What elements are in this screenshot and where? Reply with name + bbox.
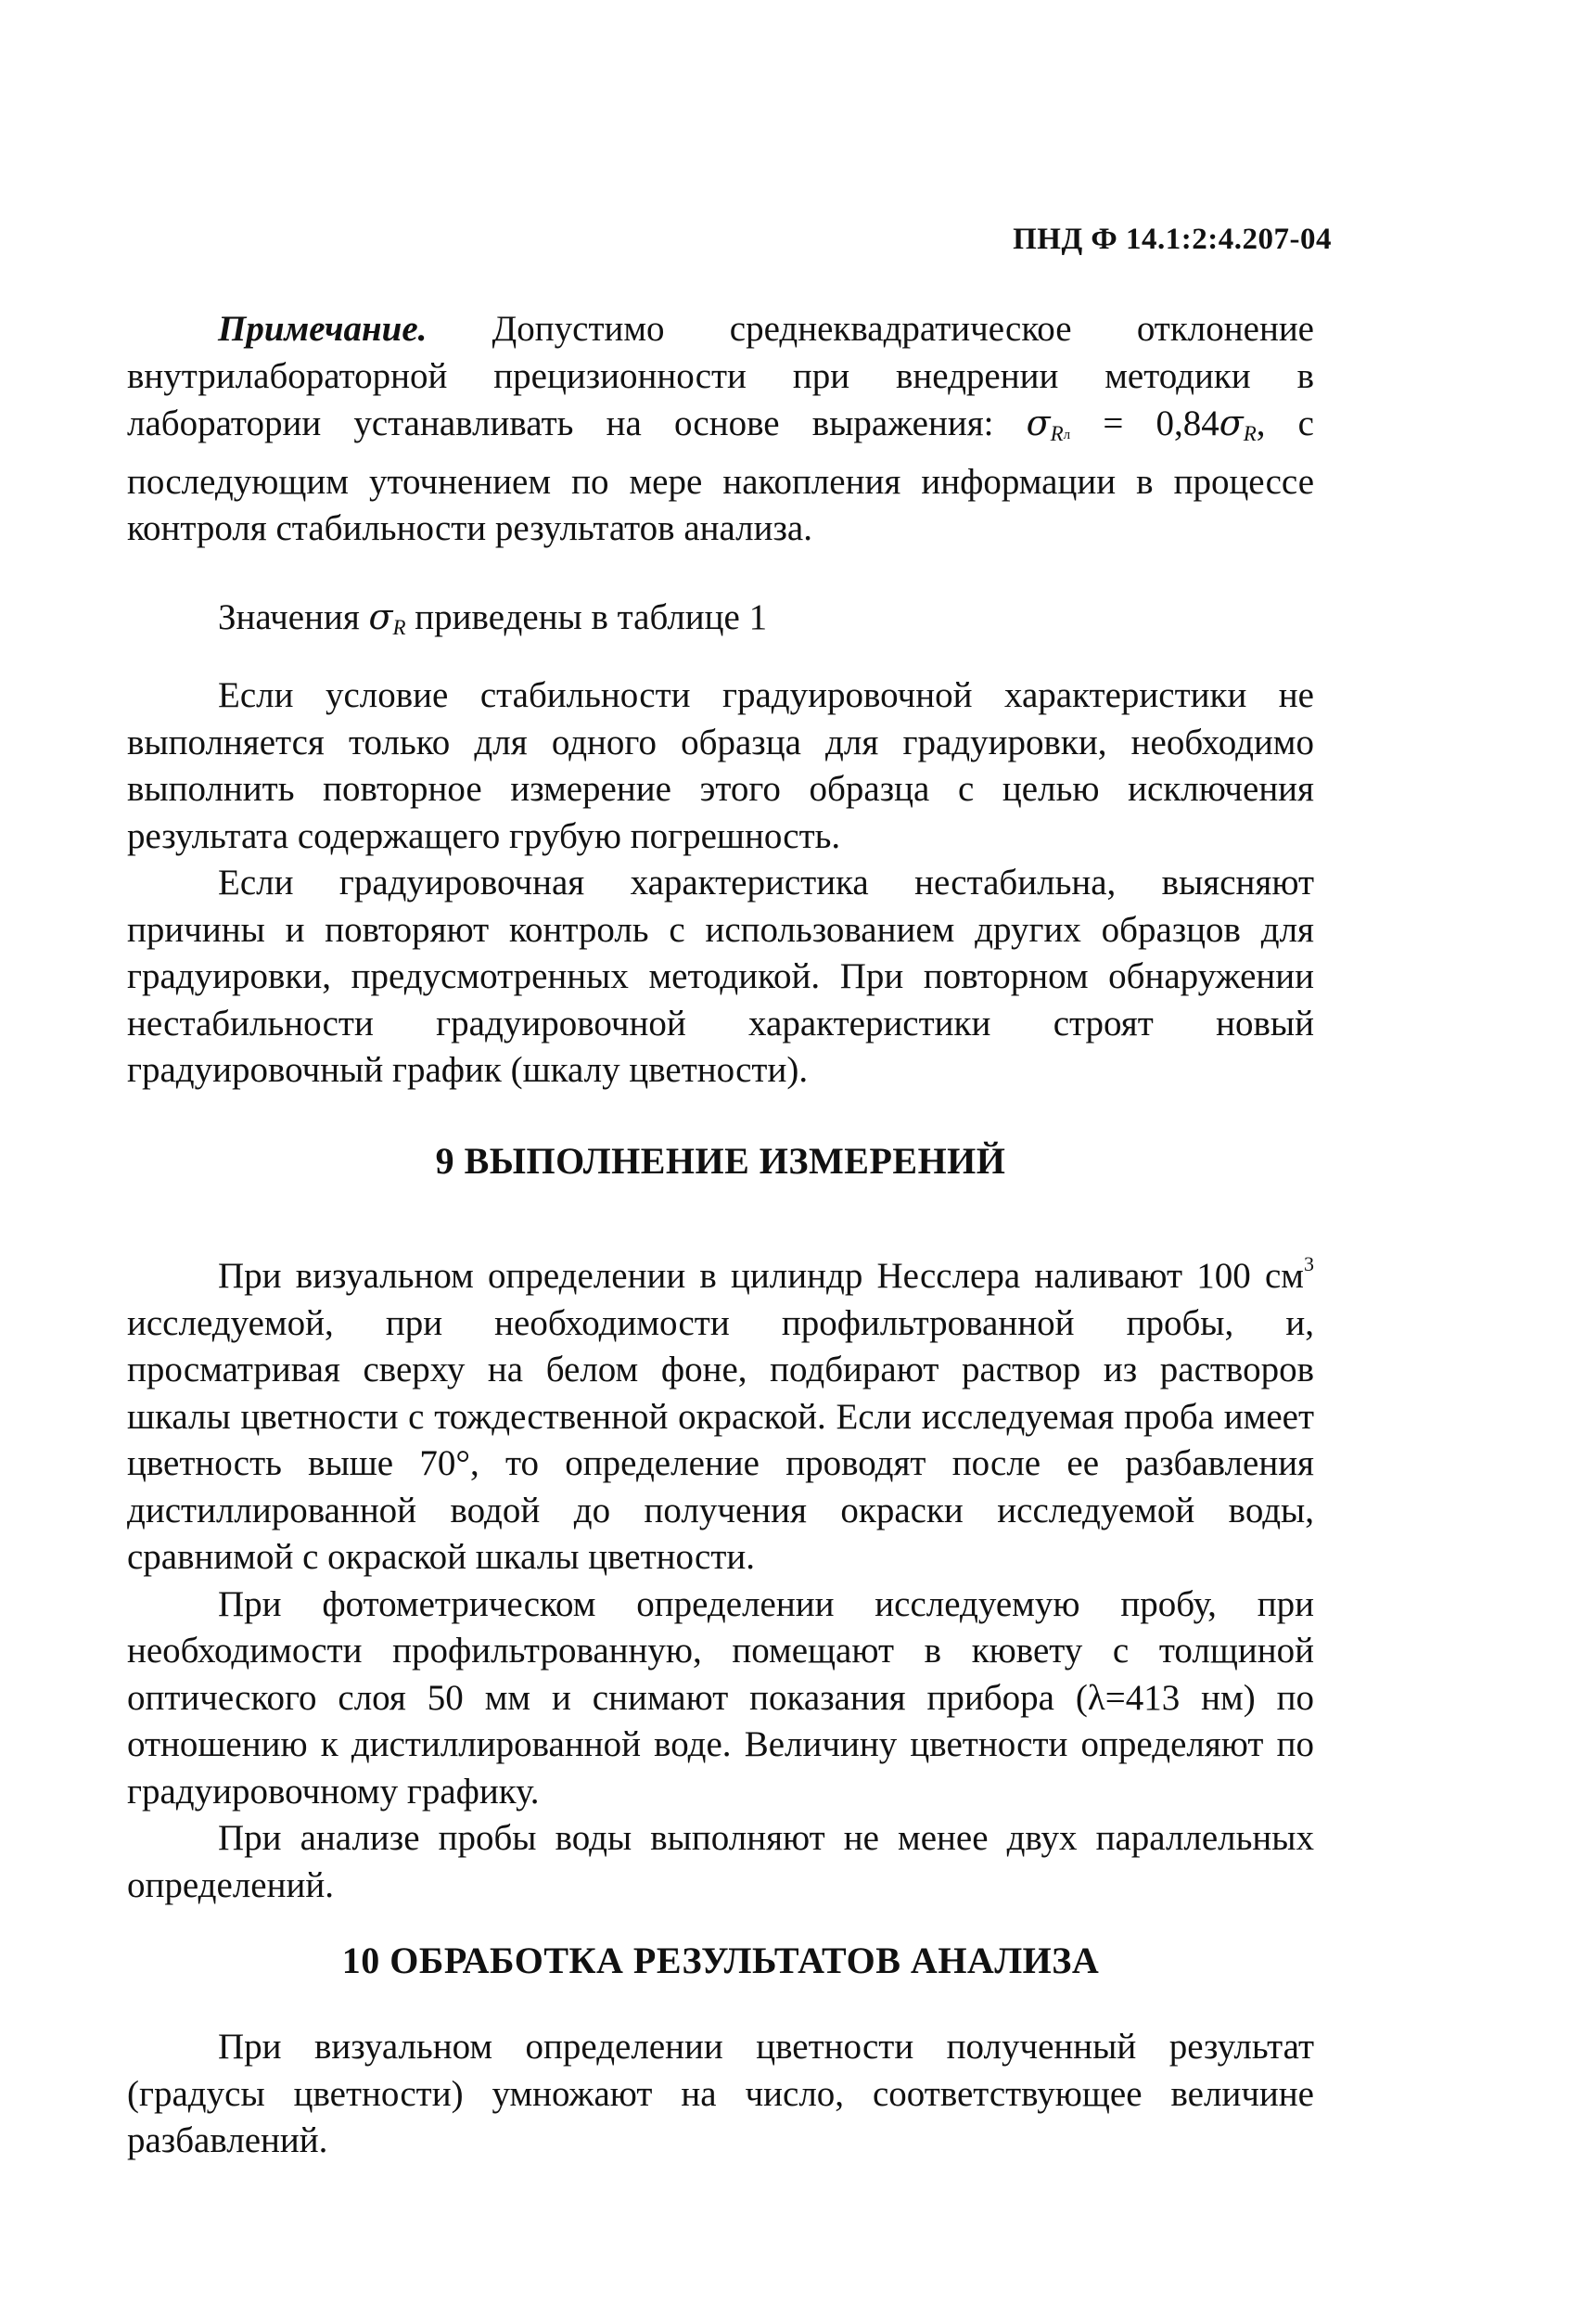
sigma-r-subscript: R — [1243, 422, 1257, 445]
section-10-title: 10 ОБРАБОТКА РЕЗУЛЬТАТОВ АНАЛИЗА — [341, 1940, 1100, 1981]
document-code: ПНД Ф 14.1:2:4.207-04 — [1013, 223, 1332, 256]
section-10-body — [127, 2024, 1314, 2165]
sigma-r-symbol: σ — [1219, 403, 1244, 443]
section-9-paragraph-1 — [127, 1241, 1314, 1581]
section-9-p1-end: исследуемой, при необходимости профильтрованной пробы, и, просматривая сверху на белом фоне, подбирают раствор из растворов шкалы цветности с тождественной окраской. Если исследуемая проба имеет цветность выше 70°, то определение проводят после ее разбавления дистиллированной водой до получения окраски исследуемой воды, сравнимой с окраской шкалы цветности. — [127, 1302, 1314, 1577]
section-9-paragraph-3: При анализе пробы воды выполняют не менее двух параллельных определений. — [127, 1818, 1314, 1905]
sigma-subsubscript: л — [1063, 428, 1071, 442]
note-label: Примечание. — [218, 309, 428, 349]
intro-paragraph-1: Если условие стабильности градуировочной характеристики не выполняется только для одного образца для градуировки, необходимо выполнить повторное измерение этого образца с целью исключения результата содержащего грубую погрешность. — [127, 675, 1314, 856]
intro-paragraph-2: Если градуировочная характеристика нестабильна, выясняют причины и повторяют контроль с использованием других образцов для градуировки, предусмотренных методикой. При повторном обнаружении нестабильности градуировочной характеристики строят новый градуировочный график (шкалу цветности). — [127, 863, 1314, 1090]
sigma-symbol: σ — [1026, 403, 1051, 443]
section-9-title: 9 ВЫПОЛНЕНИЕ ИЗМЕРЕНИЙ — [435, 1140, 1006, 1182]
sigma-subscript: R — [1050, 422, 1064, 445]
values-block — [127, 594, 1314, 652]
values-sigma-subscript: R — [392, 616, 406, 639]
values-sigma-symbol: σ — [368, 596, 393, 637]
values-text-end: приведены в таблице 1 — [405, 597, 768, 637]
cubic-superscript: 3 — [1304, 1252, 1314, 1275]
section-9-paragraph-2: При фотометрическом определении исследуемую пробу, при необходимости профильтрованную, помещают в кювету с толщиной оптического слоя 50 мм и снимают показания прибора (λ=413 нм) по отношению к дистиллированной воде. Величину цветности определяют по градуировочному графику. — [127, 1583, 1314, 1812]
note-paragraph — [127, 306, 1314, 553]
section-10-paragraph-1: При визуальном определении цветности полученный результат (градусы цветности) умножают на число, соответствующее величине разбавлений. — [127, 2027, 1314, 2160]
formula-equals: = 0,84 — [1070, 403, 1219, 443]
intro-paragraphs — [127, 672, 1314, 1095]
note-block — [127, 306, 1314, 553]
section-9-p1-start: При визуальном определении в цилиндр Несслера наливают 100 см — [218, 1256, 1304, 1296]
values-text-start: Значения — [218, 597, 369, 637]
note-text-end: , с последующим уточнением по мере накопления информации в процессе контроля стабильности результатов анализа. — [127, 403, 1314, 548]
note-text-start: Допустимо среднеквадратическое отклонение внутрилабораторной прецизионности при внедрении методики в лаборатории устанавливать на основе выражения: — [127, 309, 1314, 443]
values-paragraph — [127, 594, 1314, 652]
section-9-body — [127, 1241, 1314, 1909]
